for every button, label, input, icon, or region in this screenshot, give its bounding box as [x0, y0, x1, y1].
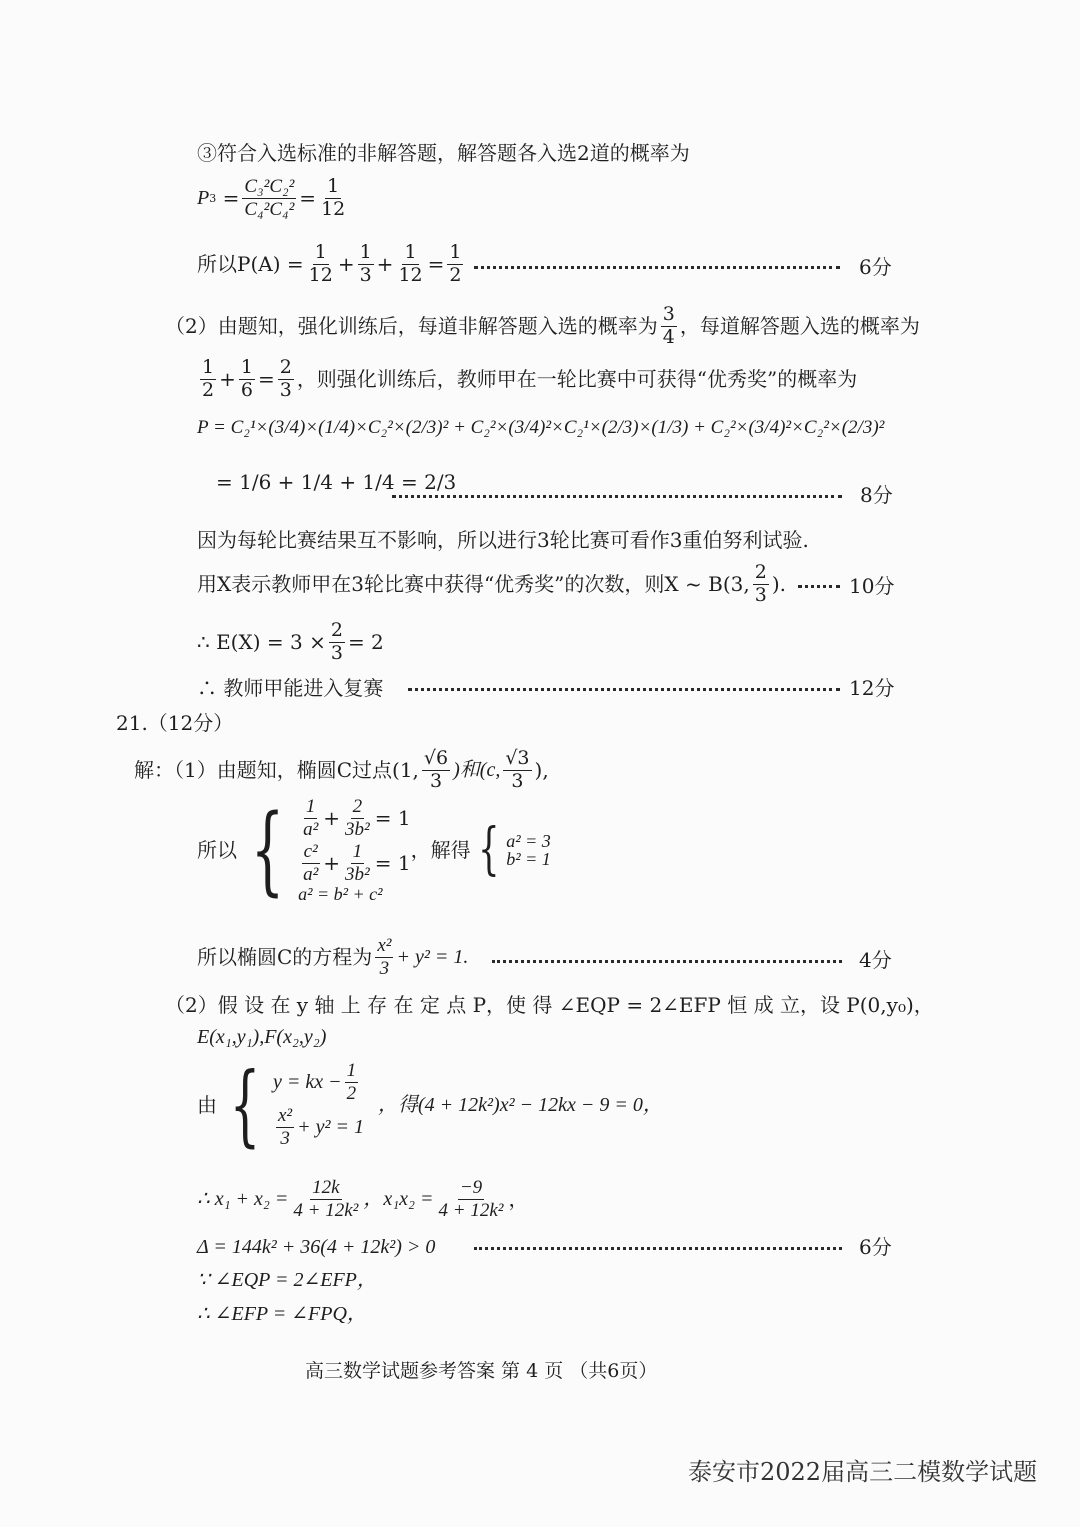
frac-num: 1 — [359, 241, 372, 263]
page-footer — [305, 1362, 657, 1381]
p3-result-fraction — [319, 176, 347, 221]
watermark — [688, 1460, 1037, 1484]
frac-den: 3b² — [345, 818, 370, 840]
final-line — [197, 678, 383, 698]
score-8: 8分 — [860, 483, 893, 507]
p3-fraction — [242, 176, 296, 221]
system-rows — [298, 796, 411, 903]
system-row-3: a² = b² + c² — [298, 884, 383, 905]
pa-term-1 — [307, 242, 335, 287]
frac-den: 3 — [379, 957, 390, 979]
frac-den: 3 — [754, 583, 767, 606]
binomial-text: 用X表示教师甲在3轮比赛中获得“优秀奖”的次数，则X ~ B(3, — [197, 572, 750, 597]
frac-den: 2 — [449, 263, 462, 286]
frac-num: √3 — [505, 747, 530, 769]
frac-num: 1 — [404, 241, 417, 263]
part2-text-b-tail: ，则强化训练后，教师甲在一轮比赛中可获得“优秀奖”的概率为 — [296, 367, 858, 392]
q21-part2-text-b: E(x₁,y₁),F(x₂,y₂) — [197, 1026, 327, 1048]
frac-sqrt6-3 — [422, 748, 450, 793]
system2-rows — [273, 1060, 364, 1149]
frac-half — [345, 1060, 359, 1105]
case3-text: ③符合入选标准的非解答题，解答题各入选2道的概率为 — [197, 141, 690, 165]
frac-num: 2 — [754, 561, 767, 583]
part2-line-b: $\frac{1}{2}$ + $\frac{1}{6}$ = $\frac{2}{3}$ ，则强化训练后，教师甲在一轮比赛中可获得“优秀奖”的概率为 — [202, 356, 858, 401]
vieta-product: ，x₁x₂ = — [363, 1188, 434, 1211]
pa-prefix: 所以P(A) = — [197, 252, 304, 277]
frac-num: x² — [377, 935, 392, 956]
p3-result-num: 1 — [327, 175, 340, 197]
p-result-text: = 1/6 + 1/4 + 1/4 = 2/3 — [216, 470, 457, 494]
frac-den: 2 — [346, 1082, 357, 1104]
part2-line-a — [165, 304, 920, 349]
frac-1-3b2 — [343, 841, 372, 886]
bernoulli-line — [197, 530, 809, 550]
frac-num: 1 — [314, 241, 327, 263]
frac-neg9 — [437, 1177, 506, 1222]
q21-point2: )和(c, — [453, 759, 501, 782]
bernoulli-text: 因为每轮比赛结果互不影响，所以进行3轮比赛可看作3重伯努利试验. — [197, 528, 809, 552]
frac-sixth — [239, 357, 255, 402]
score-12: 12分 — [849, 676, 895, 700]
frac-num: 12k — [312, 1177, 340, 1198]
left-brace-icon: { — [229, 1052, 261, 1156]
frac-x2-3 — [276, 1105, 294, 1150]
frac-num: 2 — [352, 796, 363, 817]
frac-num: 2 — [279, 356, 292, 378]
p3-result-den: 12 — [321, 197, 346, 220]
frac-sqrt3-3 — [503, 748, 531, 793]
frac-num: −9 — [459, 1177, 483, 1198]
frac-num: 1 — [240, 356, 253, 378]
frac-num: √6 — [423, 747, 449, 769]
frac-den: 4 + 12k² — [438, 1199, 504, 1221]
solution-b2: b² = 1 — [506, 848, 551, 869]
q21-part2-text-a: （2）假 设 在 y 轴 上 存 在 定 点 P，使 得 ∠EQP = 2∠EFP 恒 成 立，设 P(0,y₀)， — [165, 993, 934, 1017]
pa-term-4 — [447, 242, 463, 287]
score-4: 4分 — [859, 948, 892, 972]
part2-text-a: （2）由题知，强化训练后，每道非解答题入选的概率为 — [165, 314, 658, 339]
delta-text: Δ = 144k² + 36(4 + 12k²) > 0 — [197, 1236, 436, 1258]
expectation-line — [197, 620, 384, 665]
frac-den: 2 — [202, 378, 215, 401]
system2-row-1 — [273, 1060, 364, 1105]
q21-system — [197, 793, 551, 906]
p-result — [216, 472, 456, 492]
frac-num: 1 — [305, 796, 316, 817]
p3-formula: P 3 = $\frac{\text{C₃²C₂²}}{\text{C₄²C₄²}}$ = $\frac{1}{12}$ — [197, 175, 346, 220]
frac-den: 12 — [308, 263, 333, 286]
q21-heading — [116, 713, 233, 733]
frac-den: 3 — [330, 641, 343, 664]
p-formula-text: P = C₂¹×(3/4)×(1/4)×C₂²×(2/3)² + C₂²×(3/4)²×C₂¹×(2/3)×(1/3) + C₂²×(3/4)²×C₂²×(2/3)² — [197, 417, 885, 438]
system2-row-2-tail: + y² = 1 — [297, 1116, 365, 1139]
frac-den: 6 — [240, 378, 253, 401]
solution-rows — [506, 832, 551, 868]
since-line — [197, 1270, 377, 1290]
q21-point1: (1, — [392, 758, 419, 783]
p3-denominator: C₄²C₄² — [244, 198, 295, 220]
thus-text: ∴ ∠EFP = ∠FPQ， — [197, 1303, 367, 1325]
dotted-leader — [474, 1247, 842, 1250]
frac-den: 3 — [429, 769, 443, 792]
frac-two-thirds — [753, 562, 769, 607]
frac-12k — [291, 1177, 360, 1222]
final-text: ∴ 教师甲能进入复赛 — [197, 676, 384, 700]
expectation-text: ∴ E(X) = 3 × — [197, 630, 326, 655]
p3-subscript: 3 — [209, 191, 217, 205]
vieta-line — [197, 1177, 528, 1222]
binomial-tail: ). — [771, 572, 786, 597]
frac-den: 3 — [359, 263, 372, 286]
score-10: 10分 — [849, 574, 895, 598]
frac-2-3b2 — [343, 796, 372, 841]
thus-line — [197, 1304, 367, 1324]
frac-two-thirds — [278, 357, 294, 402]
line-case3 — [197, 143, 690, 163]
binomial-line — [197, 562, 786, 607]
frac-num: 3 — [662, 303, 675, 325]
frac-den: 4 — [662, 325, 675, 348]
solution-a2: a² = 3 — [506, 830, 551, 851]
score-6: 6分 — [859, 255, 892, 279]
frac-x2-3 — [375, 935, 393, 980]
frac-num: 1 — [346, 1060, 357, 1081]
frac-den: 3 — [511, 769, 524, 792]
dotted-leader — [492, 960, 842, 963]
ellipse-equation-line — [197, 935, 468, 980]
frac-den: 3 — [279, 378, 292, 401]
q21-part1-text: 解：（1）由题知，椭圆C过点 — [134, 758, 393, 783]
system2-prefix: 由 — [197, 1092, 217, 1117]
frac-num: 1 — [449, 241, 462, 263]
expectation-tail: = 2 — [347, 630, 384, 655]
frac-num: 1 — [352, 840, 363, 862]
pa-term-2 — [358, 242, 374, 287]
q21-part1-line — [134, 748, 549, 793]
left-brace-icon: { — [477, 816, 500, 882]
watermark-text: 泰安市2022届高三二模数学试题 — [688, 1458, 1038, 1486]
prob-three-quarters — [661, 304, 677, 349]
system2-result: ，得(4 + 12k²)x² − 12kx − 9 = 0， — [378, 1093, 663, 1116]
system2-row-1-text: y = kx − — [273, 1071, 342, 1094]
dotted-leader — [408, 688, 840, 691]
frac-num: c² — [303, 840, 318, 862]
left-brace-icon: { — [250, 793, 285, 906]
dotted-leader — [474, 266, 840, 269]
system-mid-text: ，解得 — [410, 837, 471, 862]
footer-text: 高三数学试题参考答案 第 4 页 （共6页） — [305, 1360, 658, 1382]
pa-term-3 — [396, 242, 424, 287]
q21-part2-line-b — [197, 1027, 326, 1047]
dotted-leader — [798, 585, 840, 588]
frac-num: 1 — [202, 356, 215, 378]
p-formula — [197, 418, 884, 437]
system-row-2: $\frac{\text{c²}}{\text{a²}}$ + $\frac{1}{\text{3b²}}$ = 1 — [303, 840, 411, 885]
system2-row-2 — [273, 1105, 364, 1150]
vieta-sum: ∴ x₁ + x₂ = — [197, 1188, 289, 1211]
system-prefix: 所以 — [197, 837, 237, 862]
frac-den: 12 — [398, 263, 423, 286]
frac-two-thirds — [329, 620, 345, 665]
since-text: ∵ ∠EQP = 2∠EFP， — [197, 1269, 377, 1291]
frac-c2-a2 — [301, 841, 320, 886]
frac-1-a2 — [301, 796, 320, 841]
p3-numerator: C₃²C₂² — [244, 176, 295, 197]
dotted-leader — [392, 495, 842, 498]
part2-text-a-tail: ，每道解答题入选的概率为 — [679, 314, 920, 339]
ellipse-equation-tail: + y² = 1. — [396, 946, 469, 969]
q21-point2-tail: ), — [534, 758, 549, 783]
pa-line: 所以P(A) = $\frac{1}{12}$ + $\frac{1}{3}$ + $\frac{1}{12}$ = $\frac{1}{2}$ — [197, 241, 462, 286]
q21-heading-text: 21.（12分） — [116, 711, 234, 735]
delta-line — [197, 1237, 435, 1257]
frac-den: 3 — [280, 1127, 290, 1149]
frac-num: 2 — [330, 619, 343, 641]
p3-symbol: P — [197, 187, 210, 210]
q21-part2-line-a — [165, 995, 934, 1015]
ellipse-equation-text: 所以椭圆C的方程为 — [197, 945, 373, 970]
q21-system2 — [197, 1052, 663, 1156]
frac-den: 4 + 12k² — [293, 1199, 359, 1221]
frac-den: a² — [303, 863, 319, 885]
vieta-tail: ， — [508, 1187, 529, 1212]
frac-den: 3b² — [345, 863, 370, 885]
frac-num: x² — [278, 1104, 293, 1126]
system-row-1: $\frac{1}{\text{a²}}$ + $\frac{2}{\text{3b²}}$ = 1 — [303, 796, 411, 840]
score-6: 6分 — [859, 1235, 892, 1259]
frac-half — [200, 357, 216, 402]
frac-den: a² — [303, 818, 319, 840]
